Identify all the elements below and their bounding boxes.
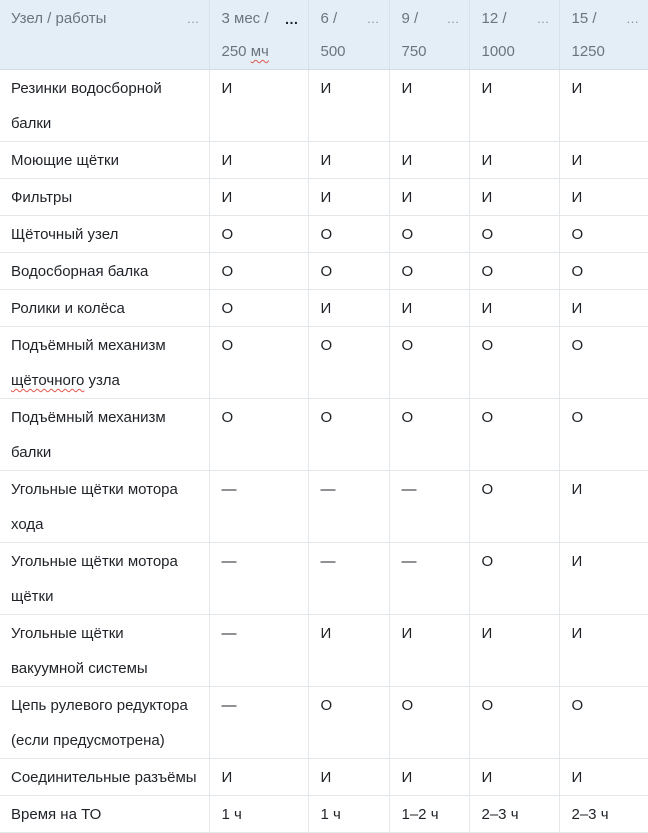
header-label-line2: 250 мч — [221, 43, 269, 60]
table-cell[interactable]: О — [559, 253, 648, 290]
header-label: Узел / работы — [11, 10, 107, 27]
table-cell[interactable]: И — [469, 179, 559, 216]
table-cell[interactable]: О — [559, 399, 648, 471]
row-label[interactable]: Щёточный узел — [0, 216, 209, 253]
table-cell[interactable]: И — [469, 70, 559, 142]
table-cell[interactable]: О — [389, 253, 469, 290]
table-cell[interactable]: О — [209, 216, 308, 253]
row-label[interactable]: Соединительные разъёмы — [0, 759, 209, 796]
table-cell[interactable]: — — [209, 615, 308, 687]
table-cell[interactable]: И — [559, 70, 648, 142]
header-node-works[interactable] — [0, 0, 209, 70]
table-row — [0, 759, 648, 796]
table-cell[interactable]: И — [209, 70, 308, 142]
table-cell[interactable]: И — [469, 290, 559, 327]
table-row — [0, 615, 648, 687]
table-cell[interactable]: О — [469, 253, 559, 290]
row-label[interactable]: Цепь рулевого редуктора (если предусмотрена) — [0, 687, 209, 759]
table-cell[interactable]: И — [308, 290, 389, 327]
table-cell[interactable]: — — [209, 543, 308, 615]
table-cell[interactable]: И — [559, 543, 648, 615]
table-cell[interactable]: И — [559, 615, 648, 687]
table-cell[interactable]: И — [559, 290, 648, 327]
header-label-line2: 1000 — [481, 43, 515, 60]
header-3mo[interactable] — [209, 0, 308, 70]
table-cell[interactable]: О — [469, 216, 559, 253]
table-row — [0, 216, 648, 253]
header-label-line1: 6 / — [320, 10, 338, 27]
table-cell[interactable]: И — [308, 615, 389, 687]
table-cell[interactable]: И — [389, 615, 469, 687]
table-cell[interactable]: И — [559, 759, 648, 796]
table-cell[interactable]: О — [469, 687, 559, 759]
header-label-line2: 500 — [320, 43, 346, 60]
row-label[interactable]: Угольные щётки мотора щётки — [0, 543, 209, 615]
table-cell[interactable]: И — [389, 759, 469, 796]
row-label[interactable]: Угольные щётки мотора хода — [0, 471, 209, 543]
table-cell[interactable]: И — [389, 179, 469, 216]
table-cell[interactable]: И — [559, 471, 648, 543]
row-label[interactable]: Время на ТО — [0, 796, 209, 833]
spellcheck-word: щёточного — [11, 372, 85, 389]
table-row — [0, 142, 648, 179]
column-menu-icon[interactable]: … — [446, 11, 459, 26]
table-row — [0, 543, 648, 615]
table-cell[interactable]: И — [389, 142, 469, 179]
table-cell[interactable]: — — [308, 471, 389, 543]
column-menu-icon[interactable]: … — [536, 11, 549, 26]
table-cell[interactable]: О — [559, 687, 648, 759]
row-label[interactable]: Водосборная балка — [0, 253, 209, 290]
table-row — [0, 471, 648, 543]
table-cell[interactable]: О — [559, 327, 648, 399]
header-label-line1: 12 / — [481, 10, 507, 27]
table-cell[interactable]: О — [308, 327, 389, 399]
header-label-line1: 9 / — [401, 10, 419, 27]
table-row — [0, 179, 648, 216]
table-cell[interactable]: 1 ч — [308, 796, 389, 833]
table-cell[interactable]: — — [389, 543, 469, 615]
table-cell[interactable]: О — [469, 471, 559, 543]
table-row — [0, 253, 648, 290]
table-cell[interactable]: И — [469, 615, 559, 687]
table-cell[interactable]: 1–2 ч — [389, 796, 469, 833]
table-cell[interactable]: О — [308, 687, 389, 759]
header-12[interactable] — [469, 0, 559, 70]
table-cell[interactable]: О — [209, 290, 308, 327]
row-label[interactable]: Резинки водосборной балки — [0, 70, 209, 142]
table-cell[interactable]: О — [389, 687, 469, 759]
table-cell[interactable]: О — [469, 327, 559, 399]
table-cell[interactable]: И — [389, 290, 469, 327]
table-cell[interactable]: О — [308, 216, 389, 253]
table-cell[interactable]: О — [469, 543, 559, 615]
header-6[interactable] — [308, 0, 389, 70]
table-cell[interactable]: 2–3 ч — [469, 796, 559, 833]
row-label[interactable]: Подъёмный механизм балки — [0, 399, 209, 471]
table-cell[interactable]: И — [559, 142, 648, 179]
table-row — [0, 327, 648, 399]
row-label[interactable]: Моющие щётки — [0, 142, 209, 179]
column-menu-icon[interactable]: … — [626, 11, 638, 26]
table-cell[interactable]: О — [389, 327, 469, 399]
table-cell[interactable]: О — [308, 253, 389, 290]
row-label[interactable]: Ролики и колёса — [0, 290, 209, 327]
header-row — [0, 0, 648, 70]
table-cell[interactable]: — — [209, 471, 308, 543]
table-cell[interactable]: И — [209, 142, 308, 179]
column-menu-icon[interactable]: … — [366, 11, 379, 26]
table-cell[interactable]: И — [209, 179, 308, 216]
table-cell[interactable]: 2–3 ч — [559, 796, 648, 833]
table-cell[interactable]: О — [389, 399, 469, 471]
header-label-line1: 3 мес / — [221, 10, 269, 27]
header-9[interactable] — [389, 0, 469, 70]
table-cell[interactable]: — — [209, 687, 308, 759]
table-cell[interactable]: О — [469, 399, 559, 471]
column-menu-icon[interactable]: … — [284, 11, 298, 27]
row-label[interactable]: Угольные щётки вакуумной системы — [0, 615, 209, 687]
table-cell[interactable]: И — [308, 179, 389, 216]
table-row — [0, 399, 648, 471]
header-label-line1: 15 / — [571, 10, 597, 27]
table-cell[interactable]: И — [469, 759, 559, 796]
table-cell[interactable]: О — [209, 399, 308, 471]
column-menu-icon[interactable]: … — [186, 11, 199, 26]
table-cell[interactable]: О — [389, 216, 469, 253]
table-row — [0, 687, 648, 759]
header-15[interactable] — [559, 0, 648, 70]
header-label-line2: 1250 — [571, 43, 605, 60]
table-row — [0, 70, 648, 142]
table-cell[interactable]: 1 ч — [209, 796, 308, 833]
table-row — [0, 290, 648, 327]
table-cell[interactable]: О — [559, 216, 648, 253]
table-cell[interactable]: О — [209, 253, 308, 290]
table-cell[interactable]: — — [389, 471, 469, 543]
table-cell[interactable]: И — [469, 142, 559, 179]
table-cell[interactable]: И — [308, 759, 389, 796]
row-label[interactable]: Фильтры — [0, 179, 209, 216]
table-row-total-time — [0, 796, 648, 833]
table-cell[interactable]: И — [389, 70, 469, 142]
table-cell[interactable]: — — [308, 543, 389, 615]
table-cell[interactable]: О — [209, 327, 308, 399]
table-cell[interactable]: И — [209, 759, 308, 796]
table-cell[interactable]: И — [308, 70, 389, 142]
header-label-line2: 750 — [401, 43, 427, 60]
table-cell[interactable]: И — [308, 142, 389, 179]
table-cell[interactable]: И — [559, 179, 648, 216]
table-cell[interactable]: О — [308, 399, 389, 471]
row-label[interactable]: Подъёмный механизм щёточного узла — [0, 327, 209, 399]
